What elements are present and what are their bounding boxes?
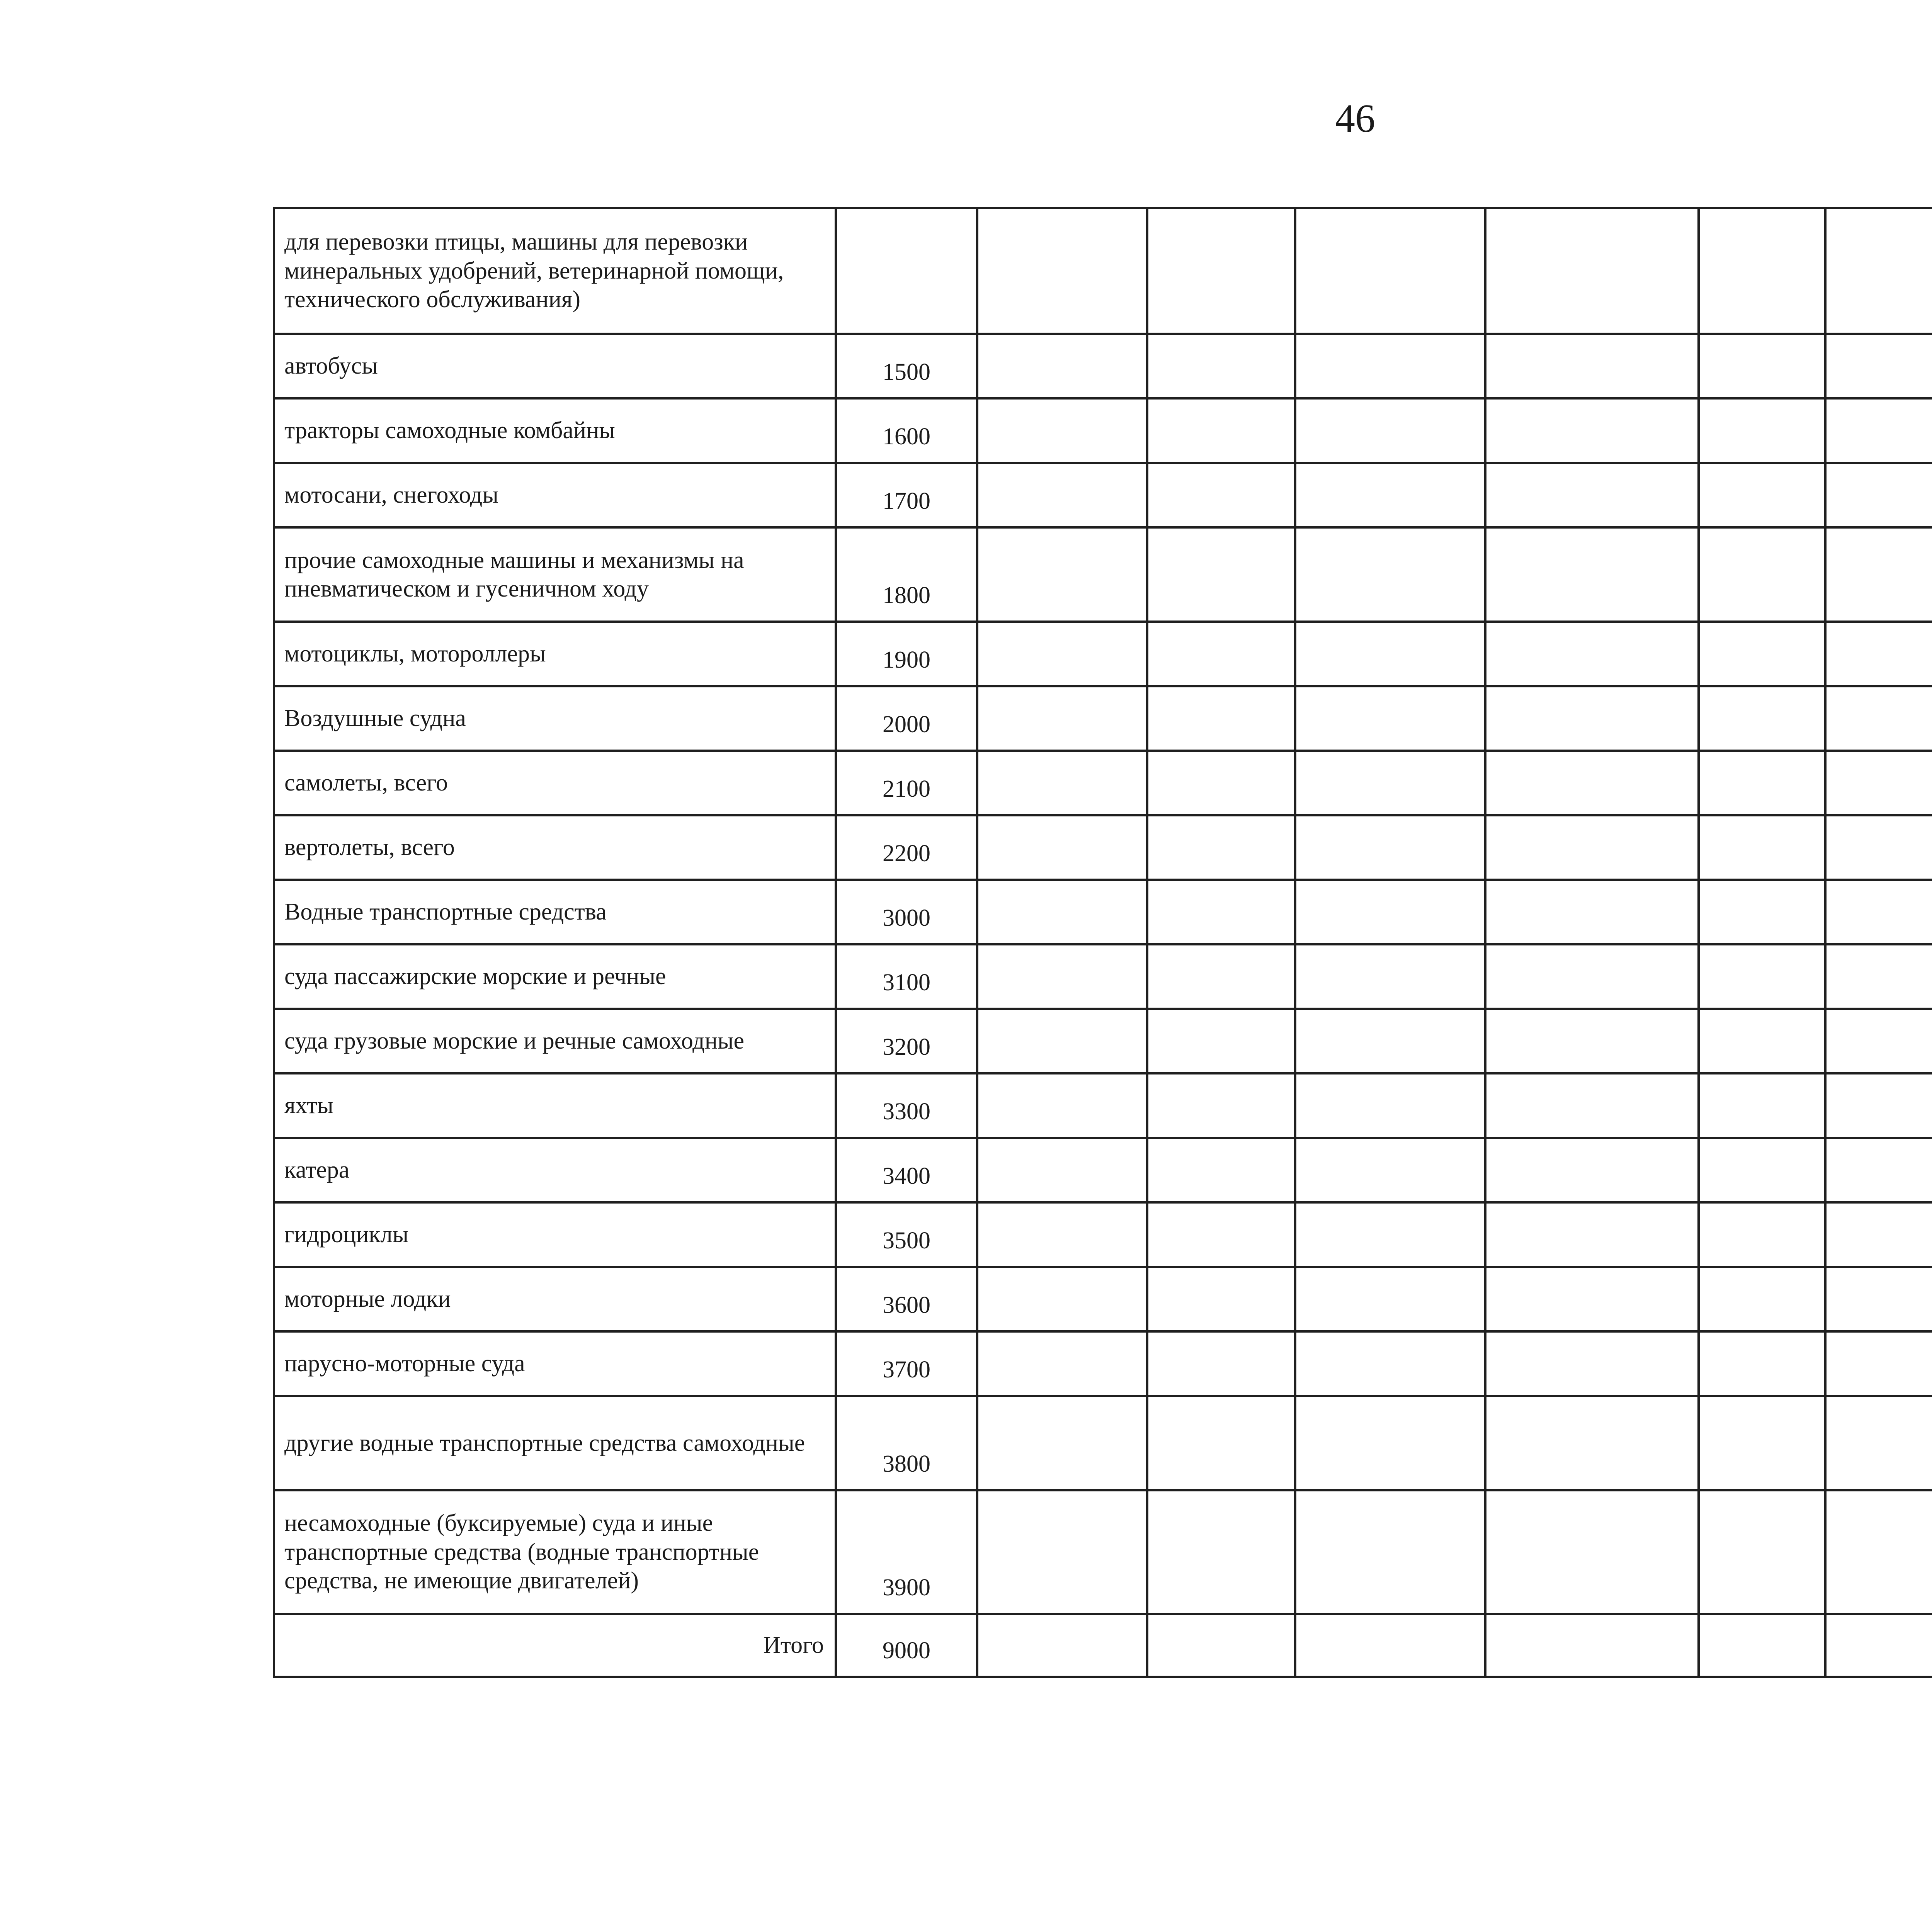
empty-value-cell	[977, 527, 1147, 622]
empty-value-cell	[1295, 1009, 1485, 1073]
row-name-cell: Воздушные судна	[274, 686, 836, 751]
row-code-cell: 2200	[836, 815, 977, 880]
empty-value-cell	[1699, 815, 1825, 880]
empty-value-cell	[1147, 1267, 1295, 1331]
empty-value-cell	[1485, 815, 1699, 880]
row-code-cell: 1700	[836, 463, 977, 527]
empty-value-cell	[1485, 1267, 1699, 1331]
empty-value-cell	[1699, 1331, 1825, 1396]
empty-value-cell	[1485, 1614, 1699, 1677]
row-code-cell: 1800	[836, 527, 977, 622]
empty-value-cell	[1147, 751, 1295, 815]
empty-value-cell	[1295, 815, 1485, 880]
empty-value-cell	[1699, 527, 1825, 622]
empty-value-cell	[1699, 944, 1825, 1009]
empty-value-cell	[1147, 686, 1295, 751]
empty-value-cell	[1295, 1614, 1485, 1677]
empty-value-cell	[1825, 1073, 1932, 1138]
row-name-cell: прочие самоходные машины и механизмы на пневматическом и гусеничном ходу	[274, 527, 836, 622]
empty-value-cell	[1485, 1331, 1699, 1396]
empty-value-cell	[1699, 1614, 1825, 1677]
table-row	[274, 1267, 1932, 1331]
empty-value-cell	[977, 208, 1147, 334]
table-row	[274, 944, 1932, 1009]
empty-value-cell	[1485, 1202, 1699, 1267]
empty-value-cell	[1699, 1490, 1825, 1614]
empty-value-cell	[1825, 880, 1932, 944]
empty-value-cell	[977, 1396, 1147, 1490]
table-row	[274, 622, 1932, 686]
table-row	[274, 751, 1932, 815]
empty-value-cell	[1147, 398, 1295, 463]
empty-value-cell	[1825, 334, 1932, 398]
empty-value-cell	[1295, 398, 1485, 463]
empty-value-cell	[1485, 622, 1699, 686]
row-code-cell: 2000	[836, 686, 977, 751]
table-row	[274, 686, 1932, 751]
empty-value-cell	[1825, 686, 1932, 751]
table-row	[274, 398, 1932, 463]
empty-value-cell	[977, 1202, 1147, 1267]
empty-value-cell	[1825, 1331, 1932, 1396]
empty-value-cell	[1825, 463, 1932, 527]
empty-value-cell	[1485, 751, 1699, 815]
empty-value-cell	[1147, 1331, 1295, 1396]
row-code-cell: 3300	[836, 1073, 977, 1138]
empty-value-cell	[1147, 1073, 1295, 1138]
table-row	[274, 1073, 1932, 1138]
row-name-cell: вертолеты, всего	[274, 815, 836, 880]
empty-value-cell	[1147, 208, 1295, 334]
table-row	[274, 880, 1932, 944]
empty-value-cell	[977, 1614, 1147, 1677]
table-row	[274, 1490, 1932, 1614]
row-code-cell: 3000	[836, 880, 977, 944]
row-name-cell: для перевозки птицы, машины для перевозки минеральных удобрений, ветеринарной помощи, технического обслуживания)	[274, 208, 836, 334]
row-code-cell: 2100	[836, 751, 977, 815]
empty-value-cell	[1485, 880, 1699, 944]
empty-value-cell	[1147, 1138, 1295, 1202]
empty-value-cell	[1825, 1396, 1932, 1490]
empty-value-cell	[1699, 1009, 1825, 1073]
empty-value-cell	[1295, 880, 1485, 944]
empty-value-cell	[1147, 1202, 1295, 1267]
empty-value-cell	[1699, 1202, 1825, 1267]
empty-value-cell	[1295, 1267, 1485, 1331]
table-row	[274, 1009, 1932, 1073]
row-name-cell: тракторы самоходные комбайны	[274, 398, 836, 463]
row-name-cell: яхты	[274, 1073, 836, 1138]
row-code-cell: 3500	[836, 1202, 977, 1267]
empty-value-cell	[1825, 815, 1932, 880]
table-row	[274, 1202, 1932, 1267]
row-name-cell: мотоциклы, мотороллеры	[274, 622, 836, 686]
empty-value-cell	[1699, 463, 1825, 527]
row-name-cell: суда пассажирские морские и речные	[274, 944, 836, 1009]
row-name-cell: моторные лодки	[274, 1267, 836, 1331]
row-name-cell: самолеты, всего	[274, 751, 836, 815]
row-code-cell: 3900	[836, 1490, 977, 1614]
empty-value-cell	[1295, 208, 1485, 334]
table-row	[274, 1396, 1932, 1490]
empty-value-cell	[977, 1490, 1147, 1614]
empty-value-cell	[977, 1073, 1147, 1138]
table-row	[274, 334, 1932, 398]
row-name-cell: мотосани, снегоходы	[274, 463, 836, 527]
empty-value-cell	[1825, 1490, 1932, 1614]
empty-value-cell	[1295, 463, 1485, 527]
empty-value-cell	[1147, 1009, 1295, 1073]
empty-value-cell	[977, 1267, 1147, 1331]
empty-value-cell	[1147, 1490, 1295, 1614]
empty-value-cell	[1485, 1009, 1699, 1073]
empty-value-cell	[1147, 880, 1295, 944]
empty-value-cell	[1699, 751, 1825, 815]
empty-value-cell	[1825, 944, 1932, 1009]
empty-value-cell	[1485, 334, 1699, 398]
table-body	[274, 208, 1932, 1677]
row-code-cell: 3400	[836, 1138, 977, 1202]
empty-value-cell	[1825, 208, 1932, 334]
row-code-cell: 3700	[836, 1331, 977, 1396]
row-name-cell: несамоходные (буксируемые) суда и иные транспортные средства (водные транспортные средства, не имеющие двигателей)	[274, 1490, 836, 1614]
table-row	[274, 463, 1932, 527]
empty-value-cell	[977, 880, 1147, 944]
empty-value-cell	[1825, 1009, 1932, 1073]
empty-value-cell	[1699, 880, 1825, 944]
empty-value-cell	[977, 1138, 1147, 1202]
empty-value-cell	[1295, 686, 1485, 751]
row-code-cell: 3200	[836, 1009, 977, 1073]
empty-value-cell	[1295, 1138, 1485, 1202]
empty-value-cell	[1485, 463, 1699, 527]
empty-value-cell	[977, 815, 1147, 880]
table-row	[274, 527, 1932, 622]
empty-value-cell	[1825, 751, 1932, 815]
row-code-cell: 1500	[836, 334, 977, 398]
page-number: 46	[1335, 96, 1375, 141]
row-code-cell: 3800	[836, 1396, 977, 1490]
empty-value-cell	[1699, 1073, 1825, 1138]
row-name-cell: парусно-моторные суда	[274, 1331, 836, 1396]
empty-value-cell	[977, 622, 1147, 686]
empty-value-cell	[977, 686, 1147, 751]
empty-value-cell	[1699, 1138, 1825, 1202]
empty-value-cell	[1699, 686, 1825, 751]
table-row	[274, 1138, 1932, 1202]
empty-value-cell	[1485, 208, 1699, 334]
empty-value-cell	[1295, 1331, 1485, 1396]
empty-value-cell	[1147, 1396, 1295, 1490]
empty-value-cell	[977, 334, 1147, 398]
row-name-cell: автобусы	[274, 334, 836, 398]
empty-value-cell	[1699, 208, 1825, 334]
empty-value-cell	[1485, 686, 1699, 751]
total-code: 9000	[836, 1614, 977, 1677]
empty-value-cell	[1295, 334, 1485, 398]
table-row	[274, 1331, 1932, 1396]
empty-value-cell	[1825, 622, 1932, 686]
empty-value-cell	[1295, 1490, 1485, 1614]
empty-value-cell	[1147, 527, 1295, 622]
empty-value-cell	[1295, 944, 1485, 1009]
total-row	[274, 1614, 1932, 1677]
empty-value-cell	[1147, 622, 1295, 686]
row-code-cell	[836, 208, 977, 334]
empty-value-cell	[1699, 334, 1825, 398]
empty-value-cell	[1295, 1202, 1485, 1267]
row-code-cell: 1900	[836, 622, 977, 686]
empty-value-cell	[1485, 1073, 1699, 1138]
empty-value-cell	[1825, 1614, 1932, 1677]
empty-value-cell	[1295, 1396, 1485, 1490]
table-row	[274, 208, 1932, 334]
empty-value-cell	[977, 1331, 1147, 1396]
row-name-cell: катера	[274, 1138, 836, 1202]
empty-value-cell	[1485, 527, 1699, 622]
empty-value-cell	[1825, 527, 1932, 622]
asset-table	[273, 207, 1932, 1678]
empty-value-cell	[1825, 1267, 1932, 1331]
empty-value-cell	[1295, 1073, 1485, 1138]
empty-value-cell	[977, 1009, 1147, 1073]
row-name-cell: другие водные транспортные средства самоходные	[274, 1396, 836, 1490]
empty-value-cell	[977, 751, 1147, 815]
total-label: Итого	[274, 1614, 836, 1677]
empty-value-cell	[1147, 815, 1295, 880]
row-name-cell: суда грузовые морские и речные самоходные	[274, 1009, 836, 1073]
empty-value-cell	[1825, 1202, 1932, 1267]
empty-value-cell	[1485, 944, 1699, 1009]
empty-value-cell	[1485, 1490, 1699, 1614]
empty-value-cell	[1485, 1396, 1699, 1490]
empty-value-cell	[1295, 527, 1485, 622]
empty-value-cell	[1295, 751, 1485, 815]
empty-value-cell	[1699, 1396, 1825, 1490]
empty-value-cell	[1825, 398, 1932, 463]
empty-value-cell	[1147, 944, 1295, 1009]
empty-value-cell	[1295, 622, 1485, 686]
empty-value-cell	[1147, 463, 1295, 527]
empty-value-cell	[1485, 398, 1699, 463]
empty-value-cell	[1825, 1138, 1932, 1202]
empty-value-cell	[1699, 1267, 1825, 1331]
empty-value-cell	[1147, 334, 1295, 398]
empty-value-cell	[977, 398, 1147, 463]
table-row	[274, 815, 1932, 880]
empty-value-cell	[1699, 398, 1825, 463]
row-code-cell: 3600	[836, 1267, 977, 1331]
empty-value-cell	[1147, 1614, 1295, 1677]
row-code-cell: 3100	[836, 944, 977, 1009]
row-name-cell: гидроциклы	[274, 1202, 836, 1267]
row-name-cell: Водные транспортные средства	[274, 880, 836, 944]
empty-value-cell	[977, 944, 1147, 1009]
empty-value-cell	[1699, 622, 1825, 686]
row-code-cell: 1600	[836, 398, 977, 463]
empty-value-cell	[1485, 1138, 1699, 1202]
empty-value-cell	[977, 463, 1147, 527]
